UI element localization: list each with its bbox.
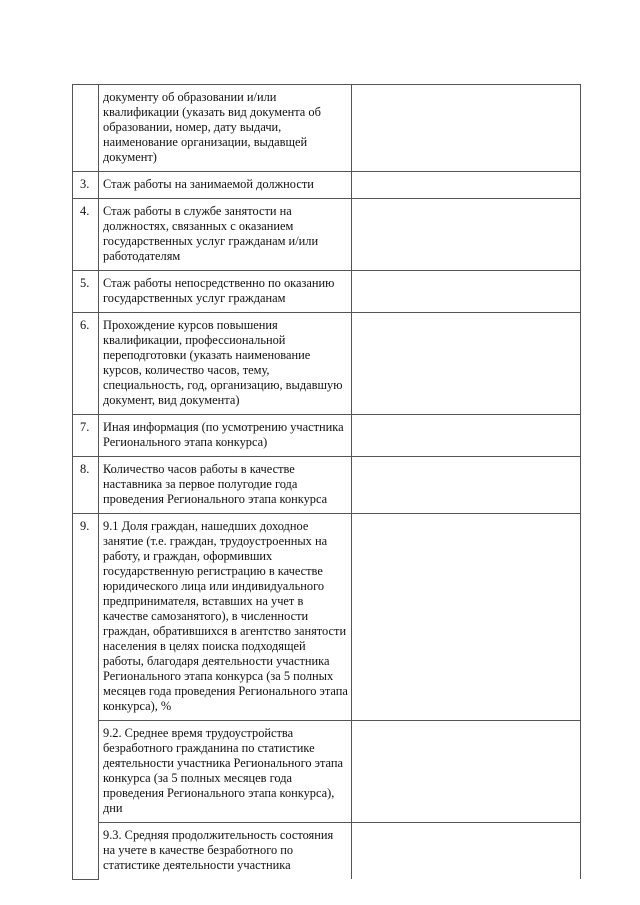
application-form-table — [72, 84, 581, 880]
row-description: 9.2. Среднее время трудоустройства безработного гражданина по статистике деятельности участника Регионального этапа конкурса (за 5 полных месяцев года проведения Регионального этапа конкурса), дни — [99, 721, 352, 823]
table-row — [73, 172, 581, 199]
row-value-cell[interactable] — [352, 823, 581, 880]
table-row — [73, 85, 581, 172]
row-value-cell[interactable] — [352, 415, 581, 457]
row-value-cell[interactable] — [352, 172, 581, 199]
row-value-cell[interactable] — [352, 457, 581, 514]
table-row — [73, 721, 581, 823]
table-row — [73, 199, 581, 271]
row-number: 3. — [73, 172, 99, 199]
row-number: 6. — [73, 313, 99, 415]
row-description: Стаж работы на занимаемой должности — [99, 172, 352, 199]
row-description: документу об образовании и/или квалификации (указать вид документа об образовании, номер, дату выдачи, наименование организации, выдавщей документ) — [99, 85, 352, 172]
row-value-cell[interactable] — [352, 199, 581, 271]
row-description: Количество часов работы в качестве наставника за первое полугодие года проведения Регионального этапа конкурса — [99, 457, 352, 514]
row-description: Иная информация (по усмотрению участника Регионального этапа конкурса) — [99, 415, 352, 457]
row-number: 8. — [73, 457, 99, 514]
row-description: Стаж работы в службе занятости на должностях, связанных с оказанием государственных услуг гражданам и/или работодателям — [99, 199, 352, 271]
table-row — [73, 271, 581, 313]
row-number — [73, 85, 99, 172]
row-description: 9.3. Средняя продолжительность состояния на учете в качестве безработного по статистике деятельности участника — [99, 823, 352, 880]
table-row — [73, 457, 581, 514]
table-row — [73, 313, 581, 415]
row-value-cell[interactable] — [352, 85, 581, 172]
row-value-cell[interactable] — [352, 514, 581, 721]
row-description: 9.1 Доля граждан, нашедших доходное занятие (т.е. граждан, трудоустроенных на работу, и граждан, оформивших государственную регистрацию в качестве юридического лица или индивидуального предпринимателя, вставших на учет в качестве самозанятого), в численности граждан, обратившихся в агентство занятости населения в целях поиска подходящей работы, благодаря деятельности участника Регионального этапа конкурса (за 5 полных месяцев года проведения Регионального этапа конкурса), % — [99, 514, 352, 721]
row-description: Прохождение курсов повышения квалификации, профессиональной переподготовки (указать наименование курсов, количество часов, тему, специальность, год, организацию, выдавшую документ, вид документа) — [99, 313, 352, 415]
row-number: 4. — [73, 199, 99, 271]
row-description: Стаж работы непосредственно по оказанию государственных услуг гражданам — [99, 271, 352, 313]
row-number: 5. — [73, 271, 99, 313]
row-number: 7. — [73, 415, 99, 457]
row-value-cell[interactable] — [352, 271, 581, 313]
row-value-cell[interactable] — [352, 721, 581, 823]
row-value-cell[interactable] — [352, 313, 581, 415]
table-row — [73, 415, 581, 457]
row-number: 9. — [73, 514, 99, 880]
table-row — [73, 823, 581, 880]
table-row — [73, 514, 581, 721]
